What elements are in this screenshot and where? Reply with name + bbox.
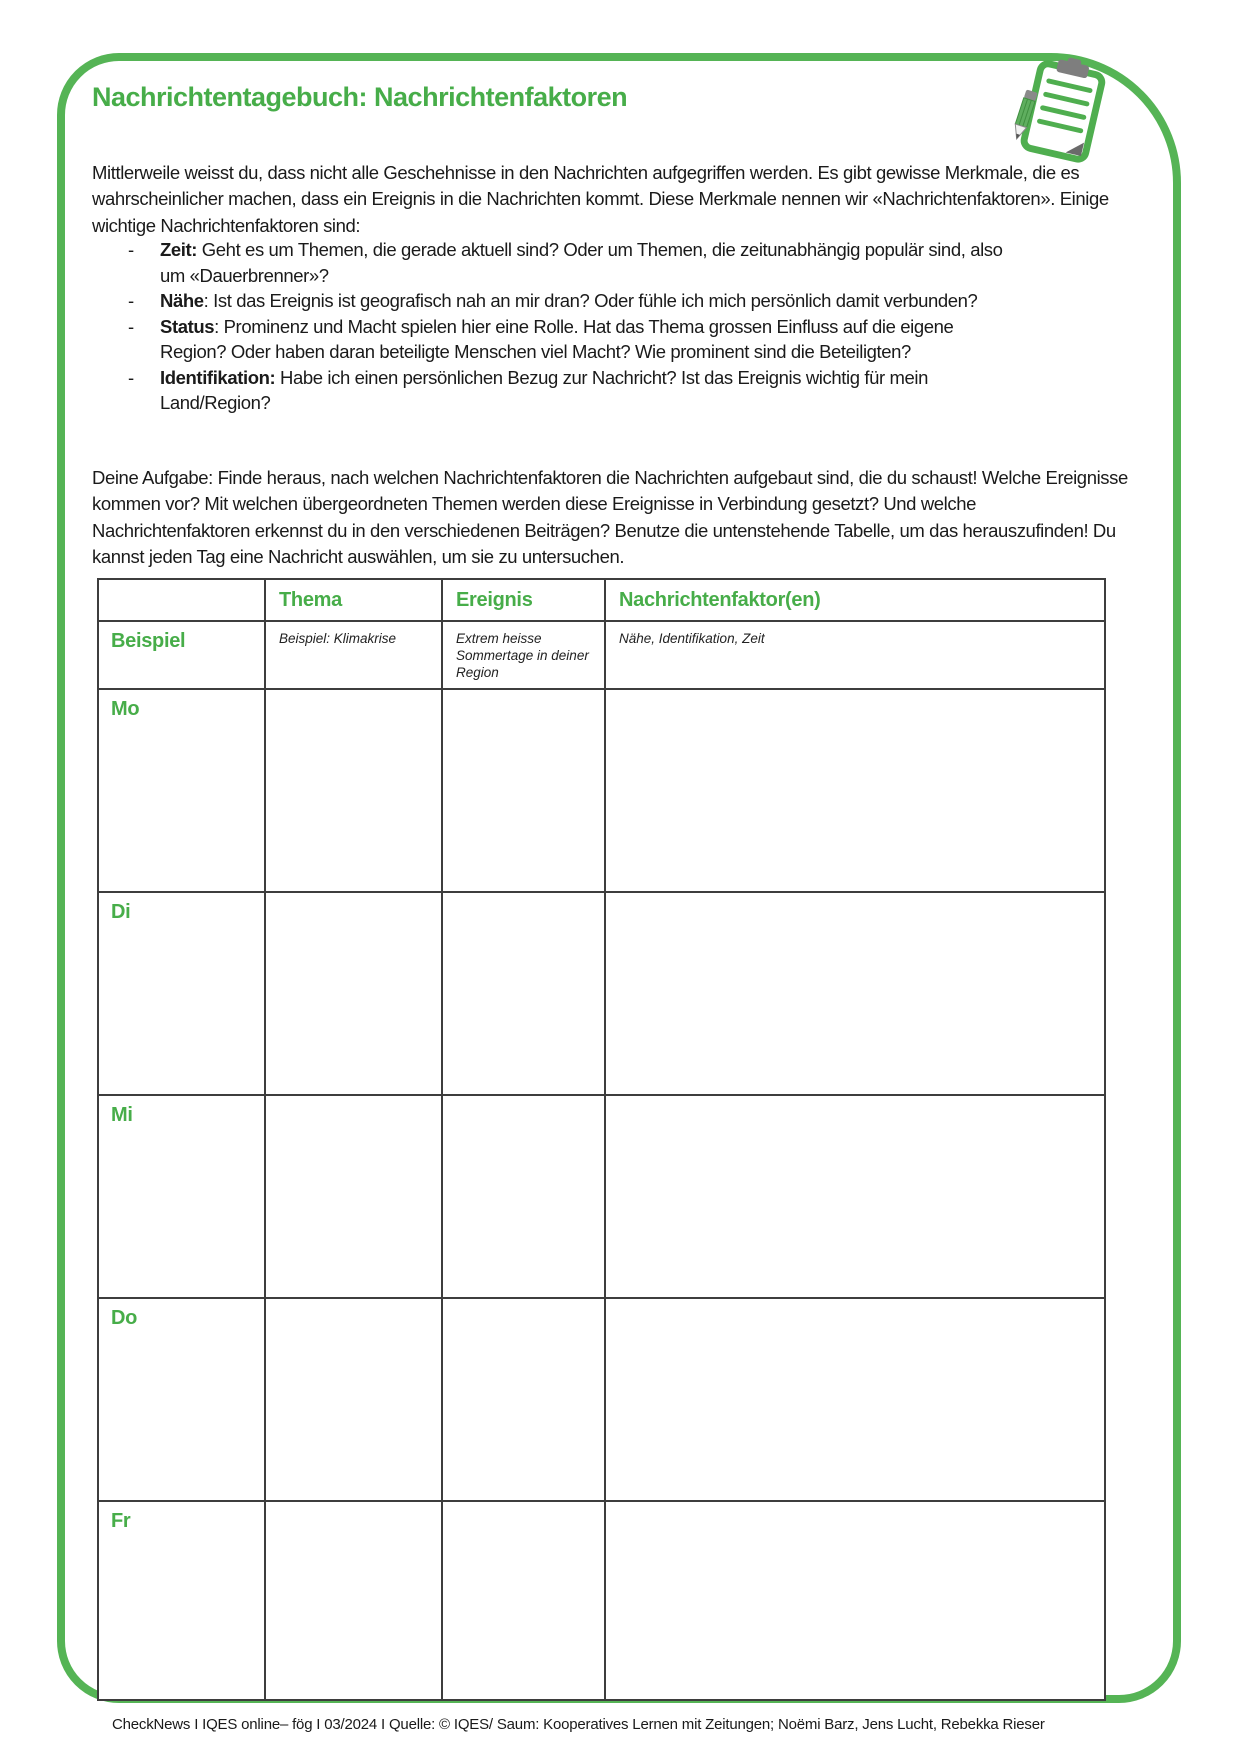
intro-paragraph: Mittlerweile weisst du, dass nicht alle Geschehnisse in den Nachrichten aufgegriffen werden. Es gibt gewisse Merkmale, die es wahrscheinlicher machen, dass ein Ereignis in die Nachrichten kommt. Diese Merkmale nennen wir «Nachrichtenfaktoren». Einige wichtige Nachrichtenfaktoren sind: [92, 161, 1109, 236]
empty-faktoren-cell [605, 689, 1105, 892]
table-header-row [98, 579, 1105, 621]
empty-faktoren-cell [605, 892, 1105, 1095]
table-row-mo [98, 689, 1105, 892]
header-cell-ereignis: Ereignis [442, 579, 605, 621]
factor-term: Zeit: [160, 239, 198, 260]
table-row-mi [98, 1095, 1105, 1298]
factor-term: Identifikation: [160, 366, 276, 388]
example-faktoren-cell: Nähe, Identifikation, Zeit [605, 621, 1105, 689]
header-cell-thema: Thema [265, 579, 442, 621]
row-label-beispiel: Beispiel [98, 621, 265, 689]
example-thema-cell: Beispiel: Klimakrise [265, 621, 442, 689]
list-item-identifikation [92, 365, 1020, 416]
list-item-status [92, 314, 1020, 365]
table-row-fr [98, 1501, 1105, 1700]
clipboard-pencil-icon [1002, 54, 1120, 168]
factor-description: Geht es um Themen, die gerade aktuell sind? Oder um Themen, die zeitunabhängig populär sind, also um «Dauerbrenner»? [160, 239, 1003, 286]
empty-thema-cell [265, 1501, 442, 1700]
empty-faktoren-cell [605, 1501, 1105, 1700]
empty-thema-cell [265, 1095, 442, 1298]
row-label-fr: Fr [98, 1501, 265, 1700]
empty-faktoren-cell [605, 1298, 1105, 1501]
factor-term: Status [160, 315, 215, 337]
news-diary-table [97, 578, 1106, 1701]
empty-ereignis-cell [442, 689, 605, 892]
header-cell-empty [98, 579, 265, 621]
row-label-mi: Mi [98, 1095, 265, 1298]
table-row-do [98, 1298, 1105, 1501]
row-label-di: Di [98, 892, 265, 1095]
list-item-naehe [92, 288, 1020, 314]
example-ereignis-cell: Extrem heisse Sommertage in deiner Region [442, 621, 605, 689]
row-label-do: Do [98, 1298, 265, 1501]
row-label-mo: Mo [98, 689, 265, 892]
empty-faktoren-cell [605, 1095, 1105, 1298]
factor-description: : Ist das Ereignis ist geografisch nah an mir dran? Oder fühle ich mich persönlich damit verbunden? [203, 290, 978, 311]
table-row-di [98, 892, 1105, 1095]
footer-credits: CheckNews I IQES online– fög I 03/2024 I Quelle: © IQES/ Saum: Kooperatives Lernen mit Zeitungen; Noëmi Barz, Jens Lucht, Rebekka Rieser [112, 1716, 1045, 1733]
factor-term: Nähe [160, 290, 204, 311]
task-paragraph: Deine Aufgabe: Finde heraus, nach welchen Nachrichtenfaktoren die Nachrichten aufgebaut sind, die du schaust! Welche Ereignisse kommen vor? Mit welchen übergeordneten Themen werden diese Ereignisse in Verbindung gesetzt? Und welche Nachrichtenfaktoren erkennst du in den verschiedenen Beiträgen? Benutze die untenstehende Tabelle, um das herauszufinden! Du kannst jeden Tag eine Nachricht auswählen, um sie zu untersuchen. [92, 466, 1128, 567]
empty-ereignis-cell [442, 1501, 605, 1700]
list-item-zeit [92, 237, 1020, 288]
header-cell-nachrichtenfaktor: Nachrichtenfaktor(en) [605, 579, 1105, 621]
table-row-beispiel [98, 621, 1105, 689]
factor-description: Habe ich einen persönlichen Bezug zur Nachricht? Ist das Ereignis wichtig für mein Land/Region? [160, 366, 928, 413]
news-factors-list [92, 237, 1020, 416]
empty-ereignis-cell [442, 1298, 605, 1501]
empty-ereignis-cell [442, 892, 605, 1095]
empty-thema-cell [265, 1298, 442, 1501]
factor-description: : Prominenz und Macht spielen hier eine Rolle. Hat das Thema grossen Einfluss auf die eigene Region? Oder haben daran beteiligte Menschen viel Macht? Wie prominent sind die Beteiligten? [160, 315, 954, 362]
page-title: Nachrichtentagebuch: Nachrichtenfaktoren [92, 82, 628, 112]
empty-thema-cell [265, 689, 442, 892]
empty-thema-cell [265, 892, 442, 1095]
empty-ereignis-cell [442, 1095, 605, 1298]
